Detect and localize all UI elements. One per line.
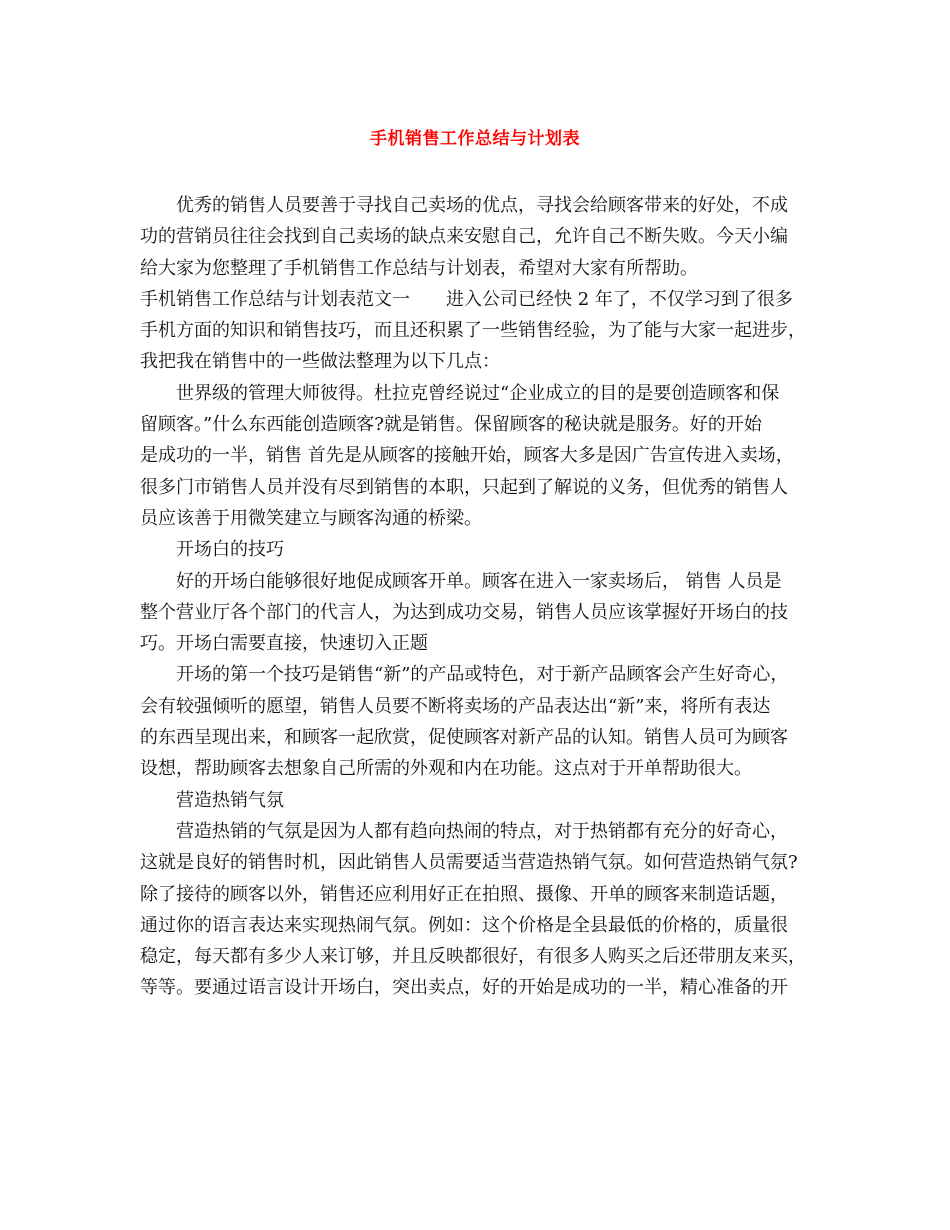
text-line: 营造热销的气氛是因为人都有趋向热闹的特点，对于热销都有充分的好奇心， bbox=[176, 820, 788, 842]
text-line: 功的营销员往往会找到自己卖场的缺点来安慰自己，允许自己不断失败。今天小编 bbox=[140, 226, 788, 248]
text-line: 会有较强倾听的愿望，销售人员要不断将卖场的产品表达出“新”来，将所有表达 bbox=[140, 695, 771, 717]
text-line: 优秀的销售人员要善于寻找自己卖场的优点，寻找会给顾客带来的好处，不成 bbox=[176, 195, 788, 216]
text-line: 员应该善于用微笑建立与顾客沟通的桥梁。 bbox=[140, 507, 482, 529]
text-line: 好的开场白能够很好地促成顾客开单。顾客在进入一家卖场后， 销售 人员是 bbox=[176, 570, 782, 592]
text-line: 很多门市销售人员并没有尽到销售的本职，只起到了解说的义务，但优秀的销售人 bbox=[140, 476, 788, 498]
text-line: 巧。开场白需要直接，快速切入正题 bbox=[140, 633, 428, 655]
text-line: 开场的第一个技巧是销售“新”的产品或特色，对于新产品顾客会产生好奇心， bbox=[176, 664, 789, 686]
text-line: 留顾客。”什么东西能创造顾客?就是销售。保留顾客的秘诀就是服务。好的开始 bbox=[140, 414, 762, 436]
text-line: 开场白的技巧 bbox=[176, 539, 284, 561]
text-line: 这就是良好的销售时机，因此销售人员需要适当营造热销气氛。如何营造热销气氛? bbox=[140, 852, 798, 874]
text-line: 世界级的管理大师彼得。杜拉克曾经说过“企业成立的目的是要创造顾客和保 bbox=[176, 382, 780, 404]
document-body bbox=[140, 190, 820, 1004]
document-title: 手机销售工作总结与计划表 bbox=[370, 129, 580, 149]
text-line: 整个营业厅各个部门的代言人，为达到成功交易，销售人员应该掌握好开场白的技 bbox=[140, 601, 788, 623]
text-line: 等等。要通过语言设计开场白，突出卖点，好的开始是成功的一半，精心准备的开 bbox=[140, 977, 788, 999]
text-line: 稳定，每天都有多少人来订够，并且反映都很好，有很多人购买之后还带朋友来买， bbox=[140, 946, 806, 968]
text-line: 设想，帮助顾客去想象自己所需的外观和内在功能。这点对于开单帮助很大。 bbox=[140, 758, 752, 780]
text-line: 我把我在销售中的一些做法整理为以下几点： bbox=[140, 351, 500, 373]
text-line: 给大家为您整理了手机销售工作总结与计划表，希望对大家有所帮助。 bbox=[140, 257, 698, 279]
text-line: 手机销售工作总结与计划表范文一 进入公司已经快 2 年了，不仅学习到了很多 bbox=[140, 288, 793, 310]
text-line: 营造热销气氛 bbox=[176, 789, 284, 811]
text-line: 的东西呈现出来，和顾客一起欣赏，促使顾客对新产品的认知。销售人员可为顾客 bbox=[140, 727, 788, 749]
text-line: 通过你的语言表达来实现热闹气氛。例如：这个价格是全县最低的价格的，质量很 bbox=[140, 914, 788, 936]
text-line: 除了接待的顾客以外，销售还应利用好正在拍照、摄像、开单的顾客来制造话题， bbox=[140, 883, 788, 905]
text-line: 是成功的一半，销售 首先是从顾客的接触开始，顾客大多是因广告宣传进入卖场， bbox=[140, 445, 794, 467]
text-line: 手机方面的知识和销售技巧，而且还积累了一些销售经验，为了能与大家一起进步， bbox=[140, 320, 806, 342]
